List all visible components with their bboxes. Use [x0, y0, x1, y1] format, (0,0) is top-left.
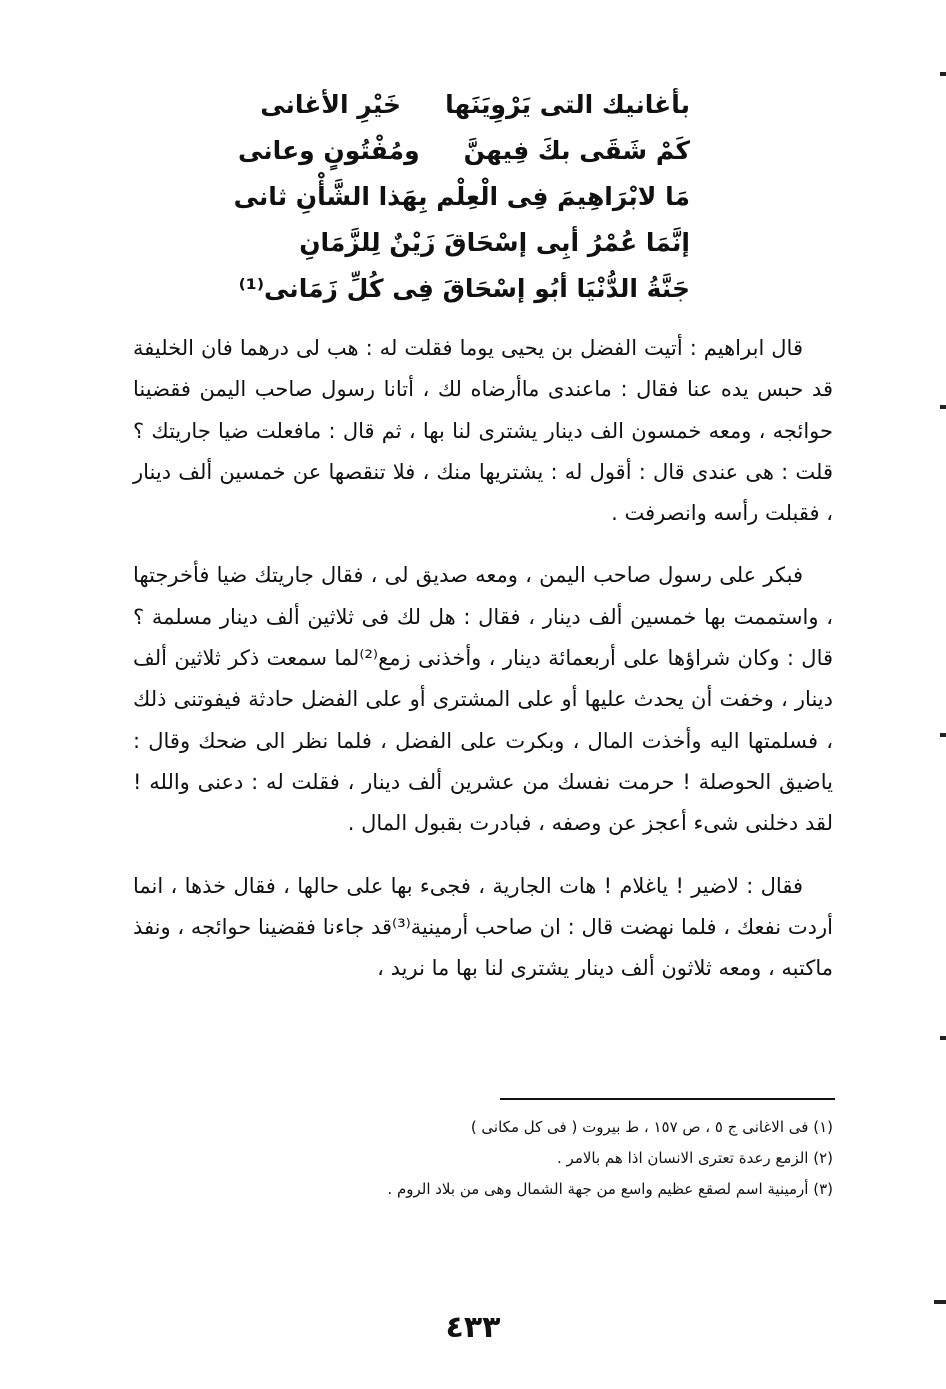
poem-verses: [233, 82, 690, 312]
footnotes: [133, 1112, 833, 1205]
footnote: (٣) أرمينية اسم لصقع عظيم واسع من جهة الشمال وهى من بلاد الروم .: [387, 1180, 833, 1198]
verse-hemistich: خَيْرِ الأغانى: [260, 90, 402, 119]
verse-line: [238, 128, 690, 174]
verse-hemistich: إنَّمَا عُمْرُ أبِى إسْحَاقَ زَيْنٌ لِلزَّمَانِ: [299, 228, 690, 257]
verse-line: [250, 82, 690, 128]
page-number: ٤٣٣: [445, 1310, 501, 1345]
verse-hemistich: كَمْ شَقَى بكَ فِيهنَّ: [463, 136, 690, 165]
verse-hemistich: بأغانيك التى يَرْوِيَنَها: [445, 90, 690, 119]
verse-line: [238, 266, 690, 312]
verse-hemistich: مَا لابْرَاهِيمَ فِى الْعِلْم بِهَذا الشَّأْنِ ثانى: [233, 182, 690, 211]
footnote-divider: [500, 1098, 835, 1100]
verse-line: [250, 220, 690, 266]
verse-line: [233, 174, 690, 220]
verse-hemistich: ومُفْتُونٍ وعانى: [238, 136, 420, 165]
scan-edge-mark: [934, 1300, 946, 1304]
scan-edge-mark: [940, 405, 946, 409]
footnote: (١) فى الاغانى ج ٥ ، ص ١٥٧ ، ط بيروت ( فى كل مكانى ): [470, 1118, 833, 1136]
scan-edge-mark: [940, 733, 946, 737]
paragraph: قال ابراهيم : أتيت الفضل بن يحيى يوما فقلت له : هب لى درهما فان الخليفة قد حبس يده عنا فقال : ماعندى ماأرضاه لك ، أتانا رسول صاحب اليمن فقضينا حوائجه ، ومعه خمسون الف دينار يشترى لنا بها ، ثم قال : مافعلت ضيا جاريتك ؟ قلت : هى عندى قال : أقول له : يشتريها منك ، فلا تنقصها عن خمسين ألف دينار ، فقبلت رأسه وانصرفت .: [133, 336, 833, 526]
scan-edge-mark: [940, 72, 946, 76]
scan-edge-mark: [940, 1036, 946, 1040]
paragraph: فبكر على رسول صاحب اليمن ، ومعه صديق لى ، فقال جاريتك ضيا فأخرجتها ، واستممت بها خمسين ألف دينار ، فقال : هل لك فى ثلاثين ألف دينار مسلمة ؟ قال : وكان شراؤها على أربعمائة دينار ، وأخذنى زمع⁽²⁾لما سمعت ذكر ثلاثين ألف دينار ، وخفت أن يحدث عليها أو على المشترى أو على الفضل حادثة فيفوتنى ذلك ، فسلمتها اليه وأخذت المال ، وبكرت على الفضل ، فلما نظر الى ضحك وقال : ياضيق الحوصلة ! حرمت نفسك من عشرين ألف دينار ، فقلت له : دعنى والله ! لقد دخلنى شىء أعجز عن وصفه ، فبادرت بقبول المال .: [133, 563, 834, 836]
paragraph: فقال : لاضير ! ياغلام ! هات الجارية ، فجىء بها على حالها ، فقال خذها ، انما أردت نفعك ، فلما نهضت قال : ان صاحب أرمينية⁽³⁾قد جاءنا فقضينا حوائجه ، ونفذ ماكتبه ، ومعه ثلاثون ألف دينار يشترى لنا بها ما نريد ،: [133, 873, 833, 981]
footnote: (٢) الزمع رعدة تعترى الانسان اذا هم بالامر .: [557, 1149, 833, 1167]
verse-hemistich: جَنَّةُ الدُّنْيَا أبُو إسْحَاقَ فِى كُلِّ زَمَانى⁽¹⁾: [238, 274, 690, 303]
body-text: [133, 328, 833, 1010]
